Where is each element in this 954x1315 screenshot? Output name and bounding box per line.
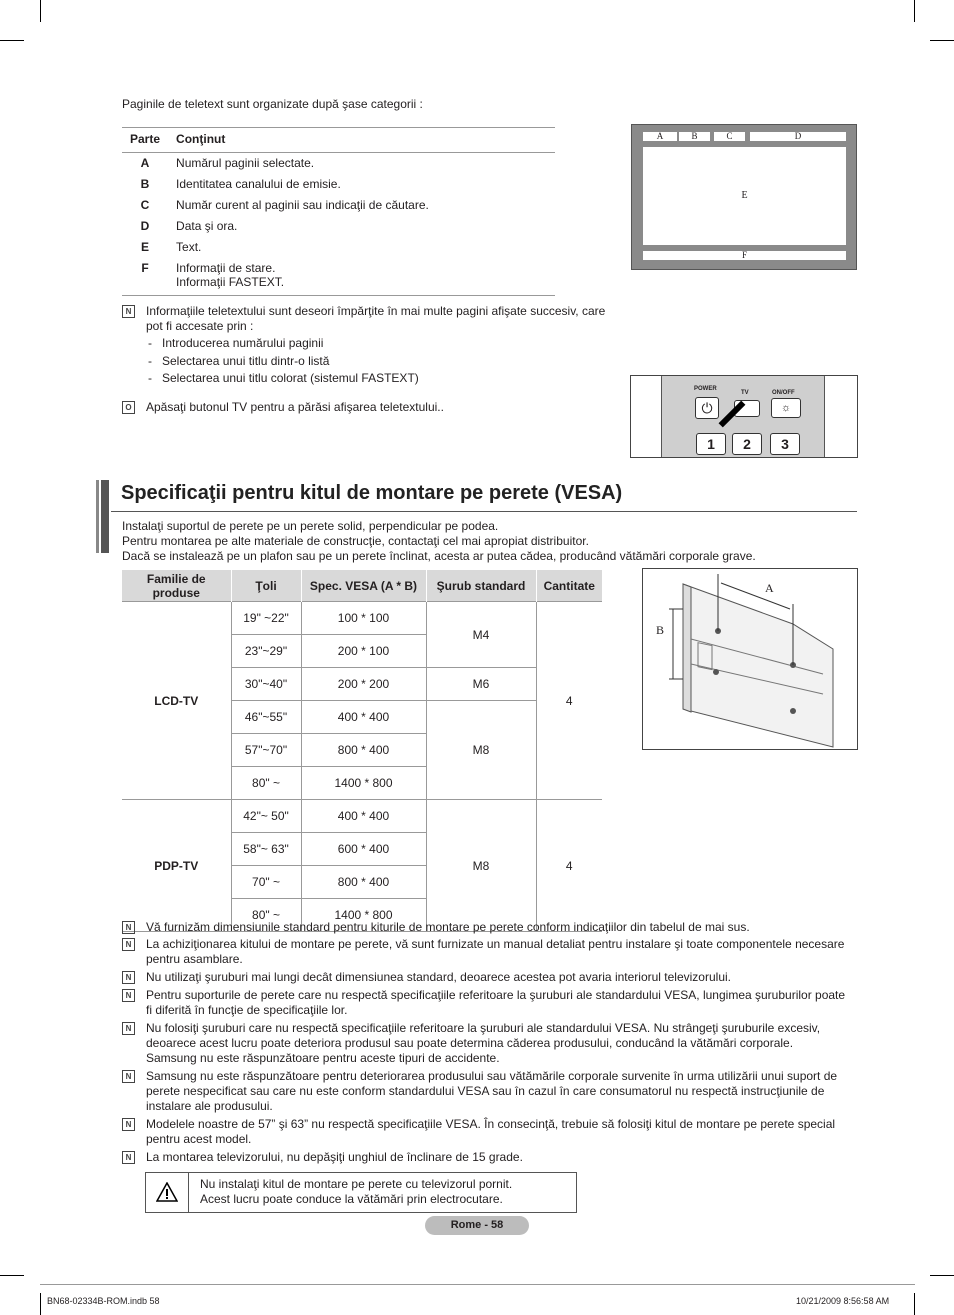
note-line: pentru asamblare.: [146, 952, 243, 966]
crop-mark: [930, 1275, 954, 1276]
part-value: Număr curent al paginii sau indicaţii de căutare.: [176, 198, 429, 212]
note-icon: N: [122, 921, 135, 934]
table-row: [122, 174, 555, 195]
note-icon: N: [122, 1118, 135, 1131]
table-row: [122, 800, 602, 833]
part-value: Text.: [176, 240, 202, 254]
footer-rule: [40, 1284, 915, 1285]
note-text: [146, 1150, 856, 1165]
header-family: Familie de produse: [122, 570, 231, 602]
header-screw: Şurub standard: [426, 570, 536, 602]
size-cell: 46"~55": [231, 701, 301, 734]
note-text: [146, 988, 856, 1018]
crop-mark: [40, 1293, 41, 1315]
note-line: La montarea televizorului, nu depăşiţi unghiul de înclinare de 15 grade.: [146, 1150, 523, 1164]
vesa-table: [122, 570, 602, 932]
spec-cell: 100 * 100: [301, 602, 426, 635]
page-number-badge: Rome - 58: [425, 1216, 529, 1235]
list-item: - Selectarea unui titlu dintr-o listă: [148, 354, 330, 368]
screw-cell: M8: [426, 800, 536, 932]
header-vesa-spec: Spec. VESA (A * B): [301, 570, 426, 602]
spec-cell: 600 * 400: [301, 833, 426, 866]
intro-line: Dacă se instalează pe un plafon sau pe un perete înclinat, acesta ar putea cădea, producând vătămări corporale grave.: [122, 549, 756, 563]
label-d: D: [750, 132, 846, 141]
note-icon: N: [122, 989, 135, 1002]
note-text: [146, 1117, 856, 1147]
warning-text: [200, 1177, 512, 1207]
note-text: [146, 920, 856, 935]
part-value-line: Informaţii de stare.: [176, 261, 276, 275]
warning-box: [145, 1172, 577, 1213]
qty-cell: 4: [536, 800, 602, 932]
crop-mark: [0, 40, 24, 41]
mount-diagram: [642, 568, 858, 750]
spec-cell: 1400 * 800: [301, 767, 426, 800]
note-line: deoarece acest lucru poate deteriora produsul sau poate determina căderea produsului, conducând la vătămări corporale.: [146, 1036, 794, 1050]
table-row: [122, 237, 555, 258]
screw-cell: M6: [426, 668, 536, 701]
power-label: POWER: [694, 386, 717, 392]
intro-line: Instalaţi suportul de perete pe un perete solid, perpendicular pe podea.: [122, 519, 499, 533]
label-a: A: [643, 132, 677, 141]
warning-icon: [156, 1182, 178, 1202]
crop-mark: [914, 1293, 915, 1315]
note-icon: N: [122, 305, 135, 318]
list-item: - Selectarea unui titlu colorat (sistemul FASTEXT): [148, 371, 419, 385]
key-2: 2: [732, 433, 762, 455]
part-value: Data şi ora.: [176, 219, 238, 233]
table-row: [122, 258, 555, 296]
note-text: [146, 304, 626, 334]
size-cell: 42"~ 50": [231, 800, 301, 833]
section-title: Specificaţii pentru kitul de montare pe perete (VESA): [121, 482, 623, 504]
note-line: Modelele noastre de 57” şi 63” nu respectă specificaţiile VESA. În consecinţă, trebuie să folosiţi kitul de montare pe perete special: [146, 1117, 836, 1131]
list-item-text: Introducerea numărului paginii: [162, 336, 324, 350]
warning-line: Nu instalaţi kitul de montare pe perete cu televizorul pornit.: [200, 1177, 513, 1191]
teletext-parts-table: [122, 127, 555, 296]
header-content: Conţinut: [168, 128, 555, 153]
screw-cell: M8: [426, 701, 536, 800]
crop-mark: [0, 1275, 24, 1276]
remote-illustration: [630, 375, 858, 458]
note-text: [146, 1069, 856, 1114]
list-item-text: Selectarea unui titlu colorat (sistemul FASTEXT): [162, 371, 419, 385]
note-line: Pentru suporturile de perete care nu respectă specificaţiile referitoare la şuruburi ale standardului VESA, lungimea şuruburilor poate: [146, 988, 846, 1002]
label-f: F: [643, 251, 846, 260]
note-line: Nu folosiţi şuruburi care nu respectă specificaţiile referitoare la şuruburi ale standardului VESA. Nu strângeţi şuruburile excesiv,: [146, 1021, 821, 1035]
note-text: [146, 970, 856, 985]
spec-cell: 400 * 400: [301, 800, 426, 833]
part-key: D: [140, 219, 150, 233]
key-1: 1: [696, 433, 726, 455]
part-key: A: [140, 156, 150, 170]
size-cell: 58"~ 63": [231, 833, 301, 866]
note-line: pentru acest model.: [146, 1132, 252, 1146]
note-line: instalare ale produsului.: [146, 1099, 273, 1113]
part-value: Identitatea canalului de emisie.: [176, 177, 341, 191]
size-cell: 30"~40": [231, 668, 301, 701]
label-c: C: [714, 132, 745, 141]
note-icon: N: [122, 1022, 135, 1035]
part-key: E: [141, 240, 150, 254]
header-quantity: Cantitate: [536, 570, 602, 602]
note-line: Samsung nu este răspunzătoare pentru aceste tipuri de accidente.: [146, 1051, 500, 1065]
part-value: Numărul paginii selectate.: [176, 156, 315, 170]
power-icon: ⏻: [695, 397, 719, 419]
part-key: F: [141, 261, 149, 275]
family-cell: PDP-TV: [122, 800, 231, 932]
note-icon: N: [122, 1151, 135, 1164]
header-inches: Ţoli: [231, 570, 301, 602]
note-text: [146, 1021, 856, 1066]
size-cell: 19" ~22": [231, 602, 301, 635]
remote-note-icon: O: [122, 401, 135, 414]
dimension-b: B: [656, 623, 665, 637]
size-cell: 80" ~: [231, 767, 301, 800]
table-row: [122, 216, 555, 237]
note-line: perete nespecificat sau care nu este conform standardului VESA sau în cazul în care consumatorul nu respectă instrucţiunile de: [146, 1084, 825, 1098]
note-line: Nu utilizaţi şuruburi mai lungi decât dimensiunea standard, deoarece acestea pot avaria interiorul televizorului.: [146, 970, 731, 984]
tv-back-drawing: [643, 569, 857, 749]
list-item: - Introducerea numărului paginii: [148, 336, 324, 350]
spec-cell: 200 * 100: [301, 635, 426, 668]
list-item-text: Selectarea unui titlu dintr-o listă: [162, 354, 330, 368]
spec-cell: 400 * 400: [301, 701, 426, 734]
section-bar: [101, 480, 109, 553]
teletext-intro: Paginile de teletext sunt organizate după şase categorii :: [122, 97, 423, 111]
warning-line: Acest lucru poate conduce la vătămări prin electrocutare.: [200, 1192, 503, 1206]
note-text: Apăsaţi butonul TV pentru a părăsi afişarea teletextului..: [146, 400, 444, 414]
label-e: E: [643, 147, 846, 245]
spec-cell: 800 * 400: [301, 734, 426, 767]
family-cell: LCD-TV: [122, 602, 231, 800]
screw-cell: M4: [426, 602, 536, 668]
size-cell: 57"~70": [231, 734, 301, 767]
header-part: Parte: [122, 128, 168, 153]
part-value: [168, 258, 555, 296]
warning-icon-cell: [146, 1173, 189, 1212]
section-bar: [96, 480, 99, 553]
onoff-label: ON/OFF: [772, 390, 795, 396]
note-text: [146, 937, 856, 967]
note-line: pot fi accesate prin :: [146, 319, 254, 333]
qty-cell: 4: [536, 602, 602, 800]
spec-cell: 1400 * 800: [301, 899, 426, 932]
section-rule: [111, 511, 857, 512]
table-row: [122, 153, 555, 175]
note-line: Informaţiile teletextului sunt deseori împărţite în mai multe pagini afişate succesiv, care: [146, 304, 606, 318]
note-icon: N: [122, 971, 135, 984]
footer-file: BN68-02334B-ROM.indb 58: [47, 1296, 160, 1306]
crop-mark: [40, 0, 41, 22]
note-line: Vă furnizăm dimensiunile standard pentru kiturile de montare pe perete conform indicaţiilor din tabelul de mai sus.: [146, 920, 750, 934]
dimension-a: A: [765, 581, 774, 595]
size-cell: 23"~29": [231, 635, 301, 668]
note-icon: N: [122, 938, 135, 951]
part-value-line: Informaţii FASTEXT.: [176, 275, 285, 289]
key-3: 3: [770, 433, 800, 455]
spec-cell: 200 * 200: [301, 668, 426, 701]
note-line: Samsung nu este răspunzătoare pentru deteriorarea produsului sau vătămările corporale survenite în urma utilizării unui suport de: [146, 1069, 838, 1083]
label-b: B: [679, 132, 710, 141]
table-row: [122, 602, 602, 635]
footer-datetime: 10/21/2009 8:56:58 AM: [796, 1296, 890, 1306]
spec-cell: 800 * 400: [301, 866, 426, 899]
intro-line: Pentru montarea pe alte materiale de construcţie, contactaţi cel mai apropiat distribuitor.: [122, 534, 589, 548]
teletext-screen-diagram: [631, 124, 857, 270]
part-key: C: [140, 198, 150, 212]
note-line: La achiziţionarea kitului de montare pe perete, vă sunt furnizate un manual detaliat pentru instalare şi toate componentele necesare: [146, 937, 845, 951]
note-icon: N: [122, 1070, 135, 1083]
part-key: B: [140, 177, 150, 191]
tv-label: TV: [741, 390, 749, 396]
note-line: fi diferită în funcţie de specificaţiile lor.: [146, 1003, 348, 1017]
section-intro: [122, 519, 756, 564]
crop-mark: [930, 40, 954, 41]
crop-mark: [914, 0, 915, 22]
light-icon: ☼: [771, 398, 801, 418]
size-cell: 80" ~: [231, 899, 301, 932]
size-cell: 70" ~: [231, 866, 301, 899]
table-row: [122, 195, 555, 216]
